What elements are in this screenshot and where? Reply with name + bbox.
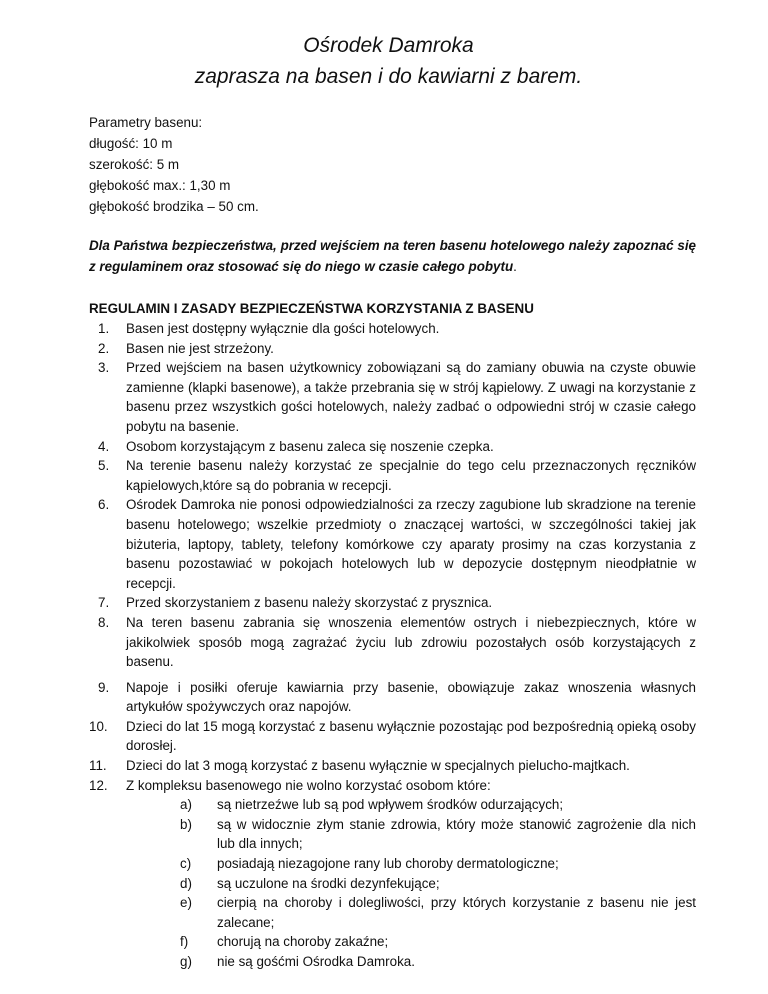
subrules-list xyxy=(126,795,696,971)
rule-item xyxy=(89,593,696,613)
rule-number: 8. xyxy=(98,614,110,630)
safety-notice xyxy=(89,235,696,277)
subrule-item xyxy=(180,874,696,894)
subrule-letter: b) xyxy=(180,816,192,832)
rule-text: Basen jest dostępny wyłącznie dla gości hotelowych. xyxy=(126,321,440,336)
rule-number: 10. xyxy=(89,718,108,734)
title-line-1: Ośrodek Damroka xyxy=(303,34,474,57)
subrule-item xyxy=(180,795,696,815)
param-length: długość: 10 m xyxy=(89,136,173,151)
subrule-letter: f) xyxy=(180,934,189,950)
subrule-letter: e) xyxy=(180,895,192,911)
subrule-item xyxy=(180,893,696,932)
rule-item xyxy=(89,456,696,495)
rule-text: Osobom korzystającym z basenu zaleca się noszenie czepka. xyxy=(126,438,494,454)
rule-number: 12. xyxy=(89,777,108,793)
subrule-text: nie są gośćmi Ośrodka Damroka. xyxy=(217,954,415,969)
subrule-text: cierpią na choroby i dolegliwości, przy których korzystanie z basenu nie jest zalecane; xyxy=(217,895,696,930)
rule-number: 5. xyxy=(98,458,110,474)
subrule-letter: a) xyxy=(180,797,192,813)
document-title xyxy=(89,30,696,92)
rule-text: Ośrodek Damroka nie ponosi odpowiedzialności za rzeczy zagubione lub skradzione na terenie basenu hotelowego; wszelkie przedmioty o znaczącej wartości, w szczególności takiej jak biżuteria, laptopy, tablety, telefony komórkowe czy aparaty prosimy na czas korzystania z basenu pozostawiać w pokojach hotelowych lub w depozycie dostępnym nieodpłatnie w recepcji. xyxy=(126,497,696,591)
rule-item xyxy=(89,319,696,339)
safety-notice-end: . xyxy=(513,259,517,274)
rule-item xyxy=(89,717,696,756)
subrule-text: są uczulone na środki dezynfekujące; xyxy=(217,875,440,891)
param-width: szerokość: 5 m xyxy=(89,157,180,172)
rule-number: 6. xyxy=(98,497,110,513)
subrule-letter: d) xyxy=(180,875,192,891)
rule-item xyxy=(89,776,696,972)
rule-number: 9. xyxy=(98,679,110,695)
rule-text: Na terenie basenu należy korzystać ze specjalnie do tego celu przeznaczonych ręczników kąpielowych,które są do pobrania w recepcji. xyxy=(126,458,696,493)
rule-item xyxy=(89,495,696,593)
rule-number: 1. xyxy=(98,321,110,336)
rule-number: 7. xyxy=(98,595,110,611)
rule-item xyxy=(89,678,696,717)
regulations-title: REGULAMIN I ZASADY BEZPIECZEŃSTWA KORZYSTANIA Z BASENU xyxy=(89,301,534,316)
rule-item xyxy=(89,358,696,436)
rule-text: Napoje i posiłki oferuje kawiarnia przy basenie, obowiązuje zakaz wnoszenia własnych artykułów spożywczych oraz napojów. xyxy=(126,679,696,715)
rule-text: Na teren basenu zabrania się wnoszenia elementów ostrych i niebezpiecznych, które w jakikolwiek sposób mogą zagrażać życiu lub zdrowiu pozostałych osób korzystających z basenu. xyxy=(126,614,696,670)
subrule-text: chorują na choroby zakaźne; xyxy=(217,934,389,950)
subrule-letter: g) xyxy=(180,954,192,969)
subrule-letter: c) xyxy=(180,856,192,872)
title-line-2: zaprasza na basen i do kawiarni z barem. xyxy=(194,65,583,88)
rule-text: Przed skorzystaniem z basenu należy skorzystać z prysznica. xyxy=(126,595,493,611)
rule-item xyxy=(89,437,696,457)
rule-text: Przed wejściem na basen użytkownicy zobowiązani są do zamiany obuwia na czyste obuwie zamienne (klapki basenowe), a także przebrania się w strój kąpielowy. Z uwagi na korzystanie z basenu przez wszystkich gości hotelowych, należy zadbać o odpowiedni strój w czasie całego pobytu na basenie. xyxy=(126,360,696,434)
subrule-item xyxy=(180,932,696,952)
subrule-text: posiadają niezagojone rany lub choroby dermatologiczne; xyxy=(217,856,559,872)
rule-text: Basen nie jest strzeżony. xyxy=(126,340,274,356)
subrule-item xyxy=(180,854,696,874)
rule-number: 11. xyxy=(89,758,107,774)
params-heading: Parametry basenu: xyxy=(89,115,203,130)
rule-item xyxy=(89,613,696,672)
subrule-text: są w widocznie złym stanie zdrowia, który może stanowić zagrożenie dla nich lub dla innych; xyxy=(217,816,696,852)
param-depth-paddling: głębokość brodzika – 50 cm. xyxy=(89,199,259,214)
pool-parameters xyxy=(89,112,696,217)
subrule-item xyxy=(180,815,696,854)
rule-number: 2. xyxy=(98,340,110,356)
rule-text: Dzieci do lat 15 mogą korzystać z basenu wyłącznie pozostając pod bezpośrednią opieką osoby dorosłej. xyxy=(126,718,696,754)
subrule-item xyxy=(180,952,696,972)
rule-item xyxy=(89,339,696,359)
rule-text: Z kompleksu basenowego nie wolno korzystać osobom które: xyxy=(126,777,491,793)
rule-item xyxy=(89,756,696,776)
rules-list xyxy=(89,319,696,972)
safety-notice-text: Dla Państwa bezpieczeństwa, przed wejściem na teren basenu hotelowego należy zapoznać się z regulaminem oraz stosować się do niego w czasie całego pobytu xyxy=(89,238,696,274)
rule-number: 3. xyxy=(98,360,110,376)
subrule-text: są nietrzeźwe lub są pod wpływem środków odurzających; xyxy=(217,797,564,813)
rule-number: 4. xyxy=(98,438,110,454)
rule-text: Dzieci do lat 3 mogą korzystać z basenu wyłącznie w specjalnych pielucho-majtkach. xyxy=(126,758,630,774)
param-depth-max: głębokość max.: 1,30 m xyxy=(89,178,231,193)
